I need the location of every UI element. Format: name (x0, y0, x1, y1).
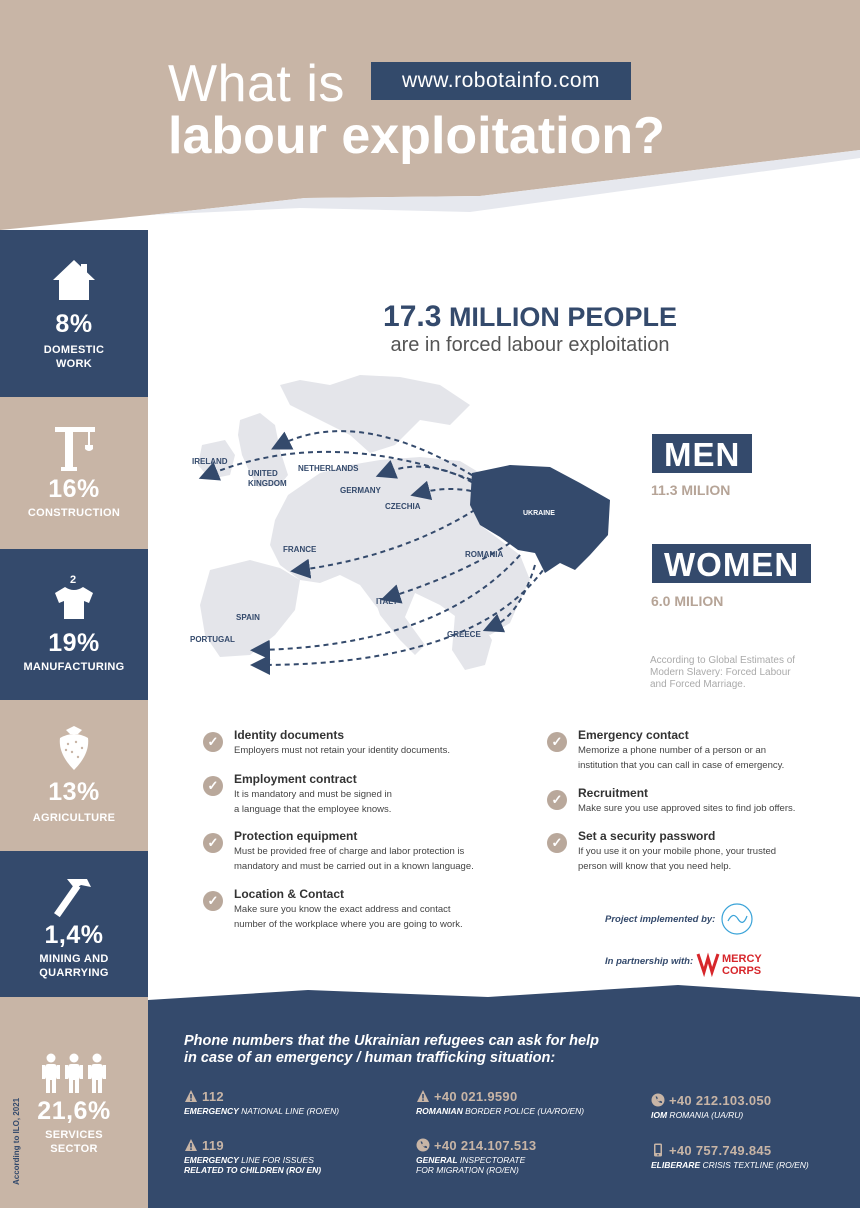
label-kingdom: KINGDOM (248, 479, 287, 488)
sector-percent: 21,6% (37, 1097, 111, 1125)
phone-entry[interactable] (184, 1138, 321, 1175)
warning-icon (184, 1089, 198, 1103)
check-icon: ✓ (203, 776, 223, 796)
phone-entry[interactable] (416, 1089, 584, 1116)
sector-percent: 1,4% (44, 921, 104, 949)
phone-number: +40 021.9590 (434, 1089, 518, 1104)
stat-subtitle: are in forced labour exploitation (390, 334, 670, 356)
sector-construction (0, 397, 148, 549)
phone-description: EMERGENCY LINE FOR ISSUES RELATED TO CHILDREN (RO/ EN) (184, 1155, 322, 1175)
men-badge: MEN (652, 434, 752, 473)
tip-desc: Employers must not retain your identity documents. (234, 745, 450, 756)
partnership-label: In partnership with: (605, 956, 694, 967)
sector-label: MANUFACTURING (23, 661, 125, 673)
sector-label: CONSTRUCTION (27, 507, 121, 519)
phone-number: 119 (202, 1138, 224, 1153)
phone-entry[interactable] (651, 1143, 809, 1170)
label-spain: SPAIN (236, 613, 260, 622)
stat-number: 17.3 (383, 300, 442, 333)
phone-description: ELIBERARE CRISIS TEXTLINE (RO/EN) (651, 1160, 809, 1170)
tip-title: Protection equipment (234, 829, 358, 843)
label-france: FRANCE (283, 545, 317, 554)
sector-percent: 13% (48, 778, 100, 806)
sector-domestic-work (0, 230, 148, 397)
sector-label: QUARRYING (39, 967, 109, 979)
implemented-by-label: Project implemented by: (605, 914, 716, 925)
sector-label: WORK (55, 358, 93, 370)
label-italy: ITALY (376, 597, 398, 606)
forced-labour-stat (300, 300, 760, 357)
phone-description: GENERAL INSPECTORATE FOR MIGRATION (RO/EN) (416, 1155, 526, 1175)
tip-title: Employment contract (234, 772, 357, 786)
page-title-line1: What is (168, 55, 345, 113)
phone-icon (416, 1138, 430, 1152)
label-germany: GERMANY (340, 486, 381, 495)
sector-manufacturing (0, 549, 148, 700)
warning-icon (416, 1089, 430, 1103)
phone-number: 112 (202, 1089, 224, 1104)
phone-entry[interactable] (184, 1089, 339, 1116)
svg-text:2: 2 (70, 574, 77, 586)
tip-title: Recruitment (578, 786, 649, 800)
page-title-line2: labour exploitation? (168, 107, 665, 165)
check-icon: ✓ (203, 732, 223, 752)
label-united: UNITED (248, 469, 278, 478)
sector-percent: 16% (48, 475, 100, 503)
sector-label: SERVICES (45, 1129, 103, 1141)
sector-percent: 19% (48, 629, 100, 657)
svg-text:MERCY: MERCY (722, 953, 762, 965)
check-icon: ✓ (547, 732, 567, 752)
phone-entry[interactable] (651, 1093, 771, 1120)
sector-services (0, 997, 148, 1208)
europe-map (180, 365, 630, 685)
phone-number: +40 212.103.050 (669, 1093, 772, 1108)
tip-desc: Memorize a phone number of a person or an institution that you can call in case of emergency. (578, 745, 785, 771)
svg-text:CORPS: CORPS (722, 965, 762, 977)
tip-title: Identity documents (234, 728, 345, 742)
phone-description: IOM ROMANIA (UA/RU) (651, 1110, 744, 1120)
stat-unit: MILLION PEOPLE (448, 302, 677, 332)
women-value: 6.0 MILION (651, 593, 724, 609)
label-ukraine: UKRAINE (523, 510, 555, 517)
source-note-ilo: According to ILO, 2021 (12, 1097, 21, 1185)
check-icon: ✓ (203, 891, 223, 911)
sector-mining-quarrying (0, 851, 148, 997)
tip-desc: Make sure you know the exact address and contact number of the workplace where you are going to work. (234, 904, 463, 930)
label-ireland: IRELAND (192, 457, 228, 466)
label-czechia: CZECHIA (385, 502, 421, 511)
website-link[interactable]: www.robotainfo.com (371, 62, 631, 100)
tip-desc: Make sure you use approved sites to find job offers. (578, 803, 796, 814)
tip-desc: Must be provided free of charge and labor protection is mandatory and must be carried out in a known language. (234, 846, 474, 872)
help-title: Phone numbers that the Ukrainian refugees can ask for help in case of an emergency / human trafficking situation: (184, 1033, 599, 1066)
phone-number: +40 214.107.513 (434, 1138, 537, 1153)
phone-entry[interactable] (416, 1138, 536, 1175)
tip-title: Set a security password (578, 829, 716, 843)
check-icon: ✓ (547, 790, 567, 810)
people-icon (39, 1053, 109, 1095)
sector-label: AGRICULTURE (32, 812, 116, 824)
sector-label: DOMESTIC (43, 344, 105, 356)
hammer-icon (51, 875, 97, 919)
global-estimates-note: According to Global Estimates of Modern Slavery: Forced Labour and Forced Marriage. (650, 655, 796, 690)
warning-icon (184, 1138, 198, 1152)
tip-desc: It is mandatory and must be signed in a language that the employee knows. (234, 789, 392, 815)
phone-number: +40 757.749.845 (669, 1143, 772, 1158)
shirt-icon (51, 573, 97, 621)
check-icon: ✓ (203, 833, 223, 853)
label-greece: GREECE (447, 630, 481, 639)
sector-label: SECTOR (50, 1143, 98, 1155)
house-icon (51, 258, 97, 302)
implementer-logo (720, 903, 754, 935)
label-portugal: PORTUGAL (190, 635, 235, 644)
tip-desc: If you use it on your mobile phone, your trusted person will know that you need help. (578, 846, 777, 872)
phone-description: EMERGENCY NATIONAL LINE (RO/EN) (184, 1106, 340, 1116)
label-netherlands: NETHERLANDS (298, 464, 359, 473)
sector-label: MINING AND (39, 953, 109, 965)
header-banner (0, 0, 860, 250)
sector-percent: 8% (55, 310, 93, 338)
mercy-corps-logo (694, 948, 774, 978)
label-romania: ROMANIA (465, 550, 504, 559)
mobile-icon (651, 1143, 665, 1157)
check-icon: ✓ (547, 833, 567, 853)
strawberry-icon (54, 724, 94, 772)
phone-description: ROMANIAN BORDER POLICE (UA/RO/EN) (416, 1106, 585, 1116)
men-value: 11.3 MILION (651, 482, 731, 498)
phone-icon (651, 1093, 665, 1107)
tip-title: Location & Contact (234, 887, 344, 901)
women-badge: WOMEN (652, 544, 811, 583)
tip-title: Emergency contact (578, 728, 689, 742)
crane-icon (51, 423, 97, 473)
sector-agriculture (0, 700, 148, 851)
